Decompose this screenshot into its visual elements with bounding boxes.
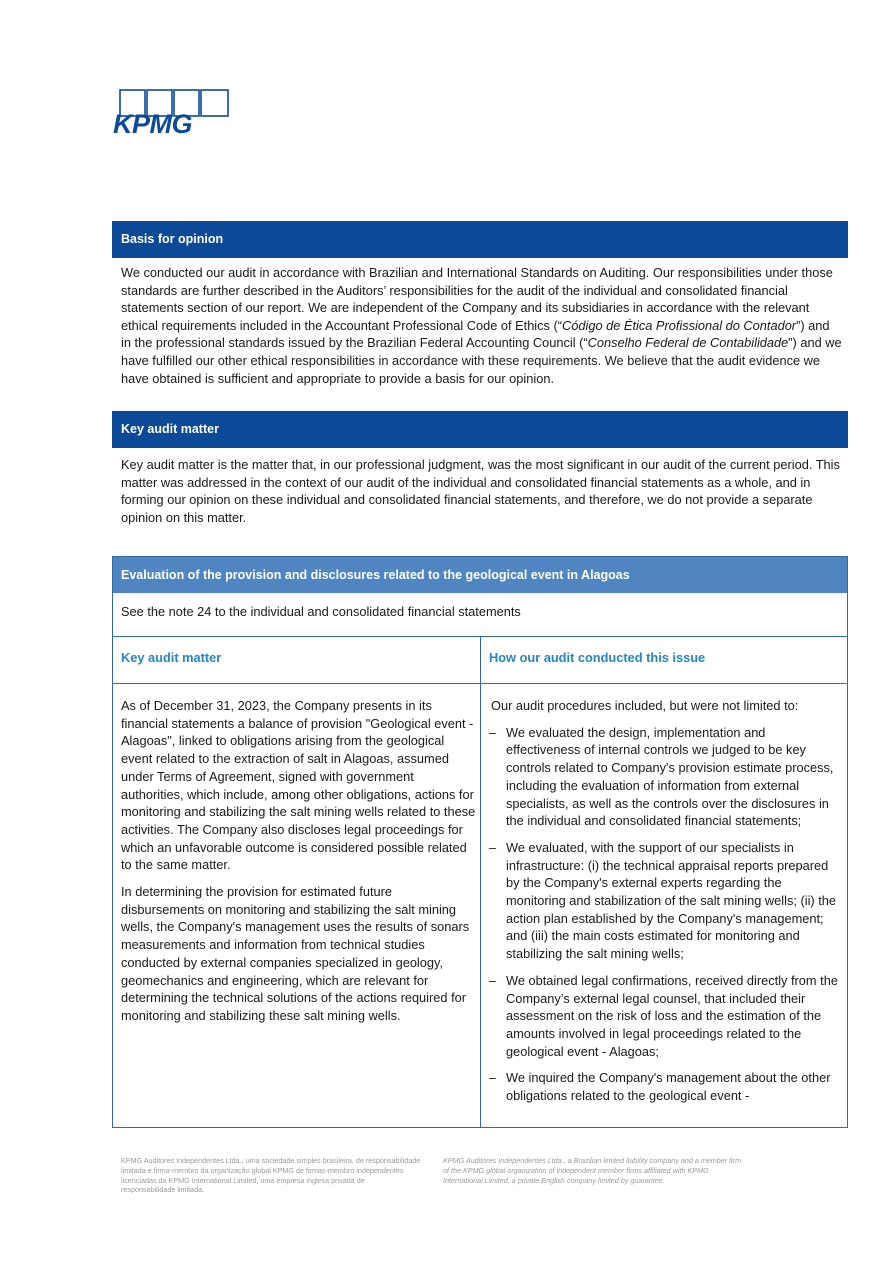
- list-item: [489, 1069, 843, 1104]
- kpmg-logo: [112, 89, 230, 137]
- bullet-dash: –: [489, 972, 497, 988]
- section-header-key-audit-matter: Key audit matter: [112, 411, 848, 448]
- kam-table-title: Evaluation of the provision and disclosures related to the geological event in Alagoas: [113, 557, 847, 593]
- kam-table: [112, 556, 848, 1128]
- kpmg-logo-graphic: [112, 89, 230, 137]
- left-column-heading: Key audit matter: [121, 650, 222, 665]
- list-item-text: We obtained legal confirmations, received directly from the Company’s external legal counsel, that included their assessment on the risk of loss and the estimation of the amounts involved in legal proceedings related to the geological event - Alagoas;: [506, 972, 838, 1059]
- kam-table-columns: [113, 637, 847, 1127]
- left-column-body: [121, 697, 476, 1034]
- footer-english: KPMG Auditores Independentes Ltda., a Brazilian limited liability company and a member firm of the KPMG global organization of independent member firms affiliated with KPMG International Limited, a private English company limited by guarantee.: [443, 1156, 742, 1185]
- basis-for-opinion-text: [121, 264, 843, 387]
- list-item-text: We inquired the Company's management about the other obligations related to the geological event -: [506, 1070, 831, 1104]
- column-divider: [480, 637, 481, 1127]
- list-item: [489, 972, 843, 1061]
- left-paragraph: As of December 31, 2023, the Company presents in its financial statements a balance of provision "Geological event - Alagoas", linked to obligations arising from the geological event related to the extraction of salt in Alagoas, assumed under Terms of Agreement, signed with government authorities, which include, among other obligations, actions for monitoring and stabilizing the salt mining wells related to these activities. The Company also discloses legal proceedings for which an unfavorable outcome is considered possible related to the same matter.: [121, 698, 476, 873]
- bullet-dash: –: [489, 839, 497, 855]
- list-item: [489, 724, 843, 830]
- list-item: [489, 839, 843, 963]
- basis-text-part: ”) and in the professional standards issued by the Brazilian Federal Accounting Council (“: [121, 317, 830, 351]
- basis-text-part: We conducted our audit in accordance with Brazilian and International Standards on Auditing. Our responsibilities under those standards are further described in the Auditors’ responsibilities for the audit of the individual and consolidated financial statements section of our report. We are independent of the Company and its subsidiaries in accordance with the relevant ethical requirements included in the Accountant Professional Code of Ethics (“: [121, 265, 833, 333]
- kpmg-logo-text: KPMG: [113, 109, 192, 137]
- bullet-dash: –: [489, 724, 497, 740]
- right-column-heading: How our audit conducted this issue: [489, 650, 706, 665]
- bullet-dash: –: [489, 1070, 497, 1086]
- procedure-list: [489, 724, 843, 1105]
- section-header-basis-for-opinion: Basis for opinion: [112, 221, 848, 258]
- left-paragraph: In determining the provision for estimated future disbursements on monitoring and stabilizing the salt mining wells, the Company's management uses the results of sonars measurements and information from technical studies conducted by external companies specialized in geology, geomechanics and engineering, which are relevant for determining the technical solutions of the actions required for monitoring and stabilizing these salt mining wells.: [121, 884, 470, 1023]
- basis-text-italic: Código de Ética Profissional do Contador: [562, 317, 797, 333]
- list-item-text: We evaluated the design, implementation and effectiveness of internal controls we judged to be key controls related to Company's provision estimate process, including the evaluation of information from external specialists, as well as the controls over the disclosures in the individual and consolidated financial statements;: [506, 724, 834, 829]
- right-column-body: [489, 697, 843, 1114]
- footer-portuguese: KPMG Auditores Independentes Ltda., uma sociedade simples brasileira, de responsabilidade limitada e firma-membro da organização global KPMG de firmas-membro independentes licenciadas da KPMG International Limited, uma empresa inglesa privada de responsabilidade limitada.: [121, 1156, 421, 1195]
- basis-text-part: ”) and we have fulfilled our other ethical responsibilities in accordance with these requirements. We believe that the audit evidence we have obtained is sufficient and appropriate to provide a basis for our opinion.: [121, 335, 842, 386]
- kam-table-note: See the note 24 to the individual and consolidated financial statements: [113, 593, 847, 637]
- basis-text-italic: Conselho Federal de Contabilidade: [587, 335, 789, 351]
- list-item-text: We evaluated, with the support of our specialists in infrastructure: (i) the technical appraisal reports prepared by the Company's external experts regarding the monitoring and stabilization of the salt mining wells; (ii) the action plan established by the Company's management; and (iii) the main costs estimated for monitoring and stabilizing the salt mining wells;: [506, 839, 837, 962]
- right-intro: Our audit procedures included, but were not limited to:: [491, 698, 799, 713]
- key-audit-matter-text: Key audit matter is the matter that, in our professional judgment, was the most significant in our audit of the current period. This matter was addressed in the context of our audit of the individual and consolidated financial statements as a whole, and in forming our opinion on these individual and consolidated financial statements, and therefore, we do not provide a separate opinion on this matter.: [121, 457, 840, 525]
